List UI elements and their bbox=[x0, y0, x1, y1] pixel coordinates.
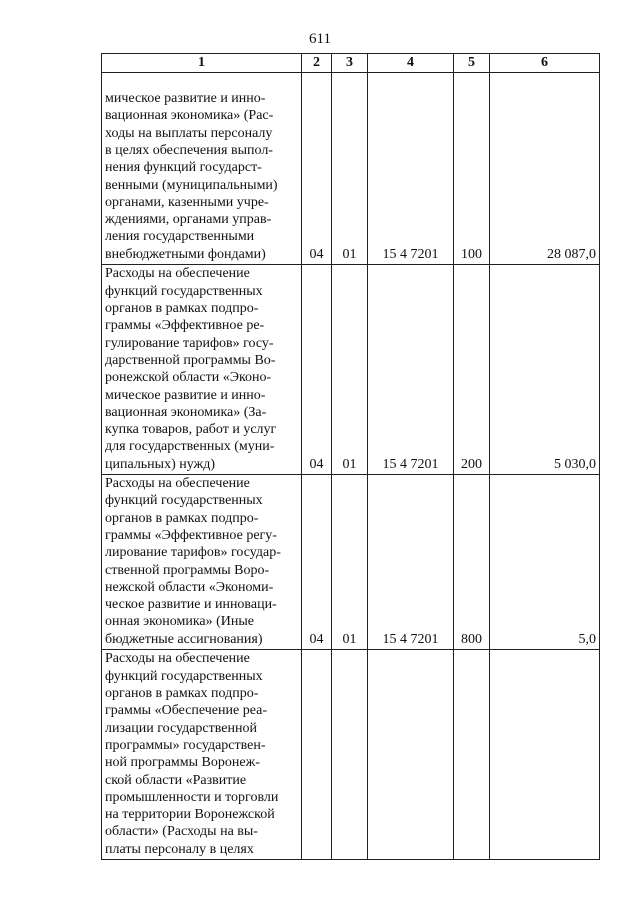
row-expense-type: 100 bbox=[454, 73, 490, 265]
column-header-2: 2 bbox=[302, 54, 332, 73]
row-amount bbox=[490, 650, 600, 860]
row-subsection bbox=[332, 650, 368, 860]
table-row bbox=[102, 650, 600, 860]
row-amount: 5,0 bbox=[490, 475, 600, 650]
page-number: 611 bbox=[309, 31, 331, 47]
row-section: 04 bbox=[302, 73, 332, 265]
column-header-4: 4 bbox=[368, 54, 454, 73]
row-subsection: 01 bbox=[332, 475, 368, 650]
row-subsection: 01 bbox=[332, 265, 368, 475]
column-header-1: 1 bbox=[102, 54, 302, 73]
row-target-code: 15 4 7201 bbox=[368, 265, 454, 475]
row-amount: 28 087,0 bbox=[490, 73, 600, 265]
row-expense-type: 200 bbox=[454, 265, 490, 475]
row-amount: 5 030,0 bbox=[490, 265, 600, 475]
row-description: Расходы на обеспечение функций государственных органов в рамках подпро- граммы «Эффективное ре- гулирование тарифов» госу- дарственной программы Во- ронежской области «Эконо- мическое развитие и инно- вационная экономика» (За- купка товаров, работ и услуг для государственных (муни- ципальных) нужд) bbox=[102, 265, 302, 475]
row-description: Расходы на обеспечение функций государственных органов в рамках подпро- граммы «Эффективное регу- лирование тарифов» государ- ственной программы Воро- нежской области «Экономи- ческое развитие и инноваци- онная экономика» (Иные бюджетные ассигнования) bbox=[102, 475, 302, 650]
column-header-3: 3 bbox=[332, 54, 368, 73]
row-section: 04 bbox=[302, 265, 332, 475]
row-description: мическое развитие и инно- вационная экономика» (Рас- ходы на выплаты персоналу в целях обеспечения выпол- нения функций государст- венными (муниципальными) органами, казенными учре- ждениями, органами управ- ления государственными внебюджетными фондами) bbox=[102, 73, 302, 265]
row-expense-type bbox=[454, 650, 490, 860]
row-expense-type: 800 bbox=[454, 475, 490, 650]
row-target-code: 15 4 7201 bbox=[368, 73, 454, 265]
table-row bbox=[102, 73, 600, 265]
budget-table bbox=[101, 53, 600, 860]
table-row bbox=[102, 265, 600, 475]
column-header-5: 5 bbox=[454, 54, 490, 73]
row-description: Расходы на обеспечение функций государственных органов в рамках подпро- граммы «Обеспечение реа- лизации государственной программы» государствен- ной программы Воронеж- ской области «Развитие промышленности и торговли на территории Воронежской области» (Расходы на вы- платы персоналу в целях bbox=[102, 650, 302, 860]
row-subsection: 01 bbox=[332, 73, 368, 265]
row-target-code bbox=[368, 650, 454, 860]
row-section bbox=[302, 650, 332, 860]
column-header-6: 6 bbox=[490, 54, 600, 73]
row-target-code: 15 4 7201 bbox=[368, 475, 454, 650]
table-row bbox=[102, 475, 600, 650]
table-header-row bbox=[102, 54, 600, 73]
row-section: 04 bbox=[302, 475, 332, 650]
